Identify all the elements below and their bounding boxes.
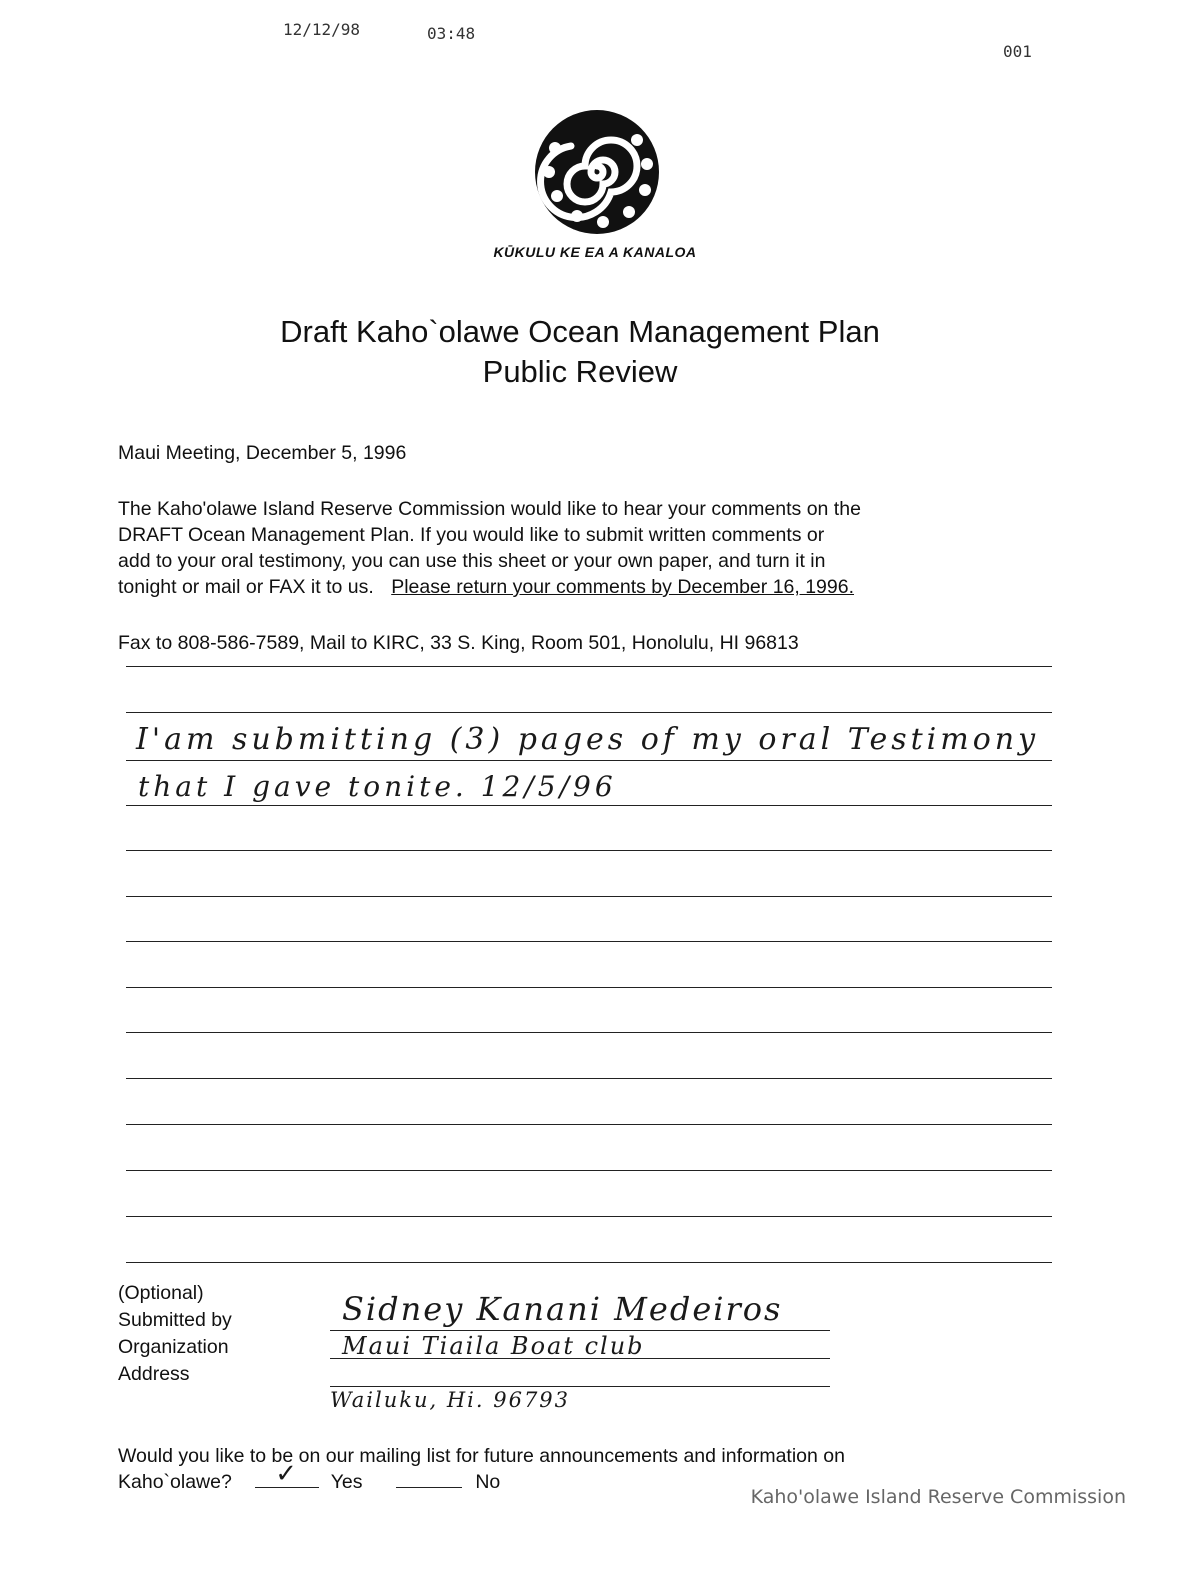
address-value: Wailuku, Hi. 96793 (330, 1388, 571, 1412)
meeting-line: Maui Meeting, December 5, 1996 (118, 442, 407, 464)
comment-line[interactable] (126, 805, 1052, 806)
mailing-question-line-1: Would you like to be on our mailing list for future announcements and information on (118, 1445, 845, 1467)
comment-line[interactable] (126, 941, 1052, 942)
return-deadline: Please return your comments by December 16, 1996. (391, 576, 855, 598)
intro-line-4-prefix: tonight or mail or FAX it to us. (118, 576, 374, 598)
submitted-by-signature: Sidney Kanani Medeiros (342, 1290, 783, 1328)
page-title: Draft Kaho`olawe Ocean Management Plan (280, 314, 880, 349)
fax-page-number: 001 (1003, 42, 1032, 61)
fax-date: 12/12/98 (283, 20, 361, 39)
comment-line[interactable] (126, 1262, 1052, 1263)
intro-line-1: The Kaho'olawe Island Reserve Commission would like to hear your comments on the (118, 498, 861, 520)
address-label: Address (118, 1363, 190, 1385)
optional-label: (Optional) (118, 1282, 204, 1304)
comment-line[interactable] (126, 1124, 1052, 1125)
comment-line[interactable] (126, 850, 1052, 851)
organization-label: Organization (118, 1336, 229, 1358)
no-label: No (475, 1471, 501, 1493)
spiral-logo-icon (533, 108, 661, 236)
yes-checkbox[interactable] (255, 1459, 319, 1489)
fax-time: 03:48 (427, 24, 476, 43)
mailing-question-kahoolawe: Kaho`olawe? (118, 1471, 232, 1493)
page-subtitle: Public Review (482, 354, 678, 389)
intro-line-2: DRAFT Ocean Management Plan. If you would like to submit written comments or (118, 524, 825, 546)
intro-line-4 (118, 574, 1048, 600)
yes-check-mark: ✓ (275, 1459, 298, 1489)
comment-line[interactable] (126, 666, 1052, 667)
comment-line[interactable] (126, 987, 1052, 988)
comment-line[interactable] (126, 760, 1052, 761)
no-checkbox[interactable] (396, 1469, 462, 1488)
intro-paragraph (118, 496, 1048, 600)
submitted-by-label: Submitted by (118, 1309, 232, 1331)
submitted-by-field[interactable] (330, 1330, 830, 1331)
comment-line[interactable] (126, 896, 1052, 897)
address-field[interactable] (330, 1386, 830, 1387)
comment-line[interactable] (126, 1078, 1052, 1079)
footer-organization: Kaho'olawe Island Reserve Commission (750, 1486, 1126, 1508)
organization-value: Maui Tiaila Boat club (342, 1332, 645, 1360)
handwritten-comment-2: that I gave tonite. 12/5/96 (138, 770, 617, 803)
submitter-labels (118, 1280, 232, 1388)
intro-line-3: add to your oral testimony, you can use this sheet or your own paper, and turn it in (118, 550, 826, 572)
comment-line[interactable] (126, 1032, 1052, 1033)
comment-line[interactable] (126, 1216, 1052, 1217)
handwritten-comment-1: I'am submitting (3) pages of my oral Testimony (136, 722, 1040, 757)
contact-line: Fax to 808-586-7589, Mail to KIRC, 33 S. King, Room 501, Honolulu, HI 96813 (118, 632, 799, 654)
comment-line[interactable] (126, 1170, 1052, 1171)
yes-label: Yes (330, 1471, 363, 1493)
logo-motto: KŪKULU KE EA A KANALOA (493, 244, 697, 260)
comment-line[interactable] (126, 712, 1052, 713)
